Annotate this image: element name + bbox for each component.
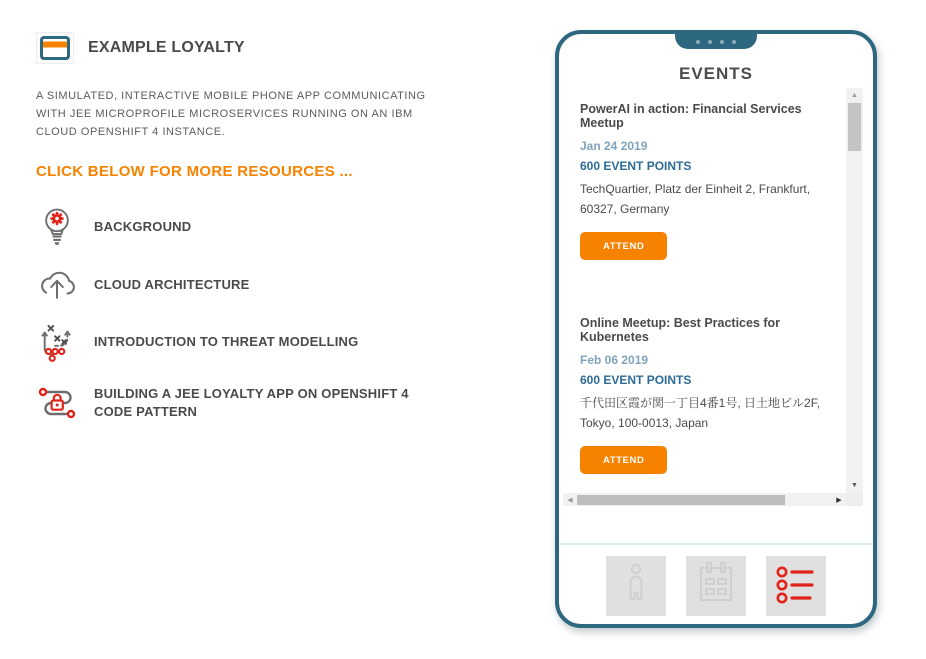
tab-calendar[interactable] [686, 556, 746, 616]
resource-label: CLOUD ARCHITECTURE [94, 277, 250, 292]
event-address: TechQuartier, Platz der Einheit 2, Frankfurt, 60327, Germany [580, 182, 811, 216]
event-card [580, 316, 831, 474]
vertical-scrollbar[interactable] [846, 88, 863, 493]
resources-cta: CLICK BELOW FOR MORE RESOURCES ... [36, 163, 353, 180]
attend-button[interactable]: ATTEND [580, 446, 667, 474]
code-pattern-lock-icon [36, 384, 78, 422]
event-date: Feb 06 2019 [580, 353, 649, 367]
resource-link-code-pattern[interactable] [36, 384, 456, 422]
resource-link-background[interactable] [36, 206, 456, 248]
screen-title: EVENTS [678, 64, 754, 83]
events-list [563, 88, 846, 493]
events-list-icon [766, 555, 826, 618]
resource-label: BUILDING A JEE LOYALTY APP ON OPENSHIFT 4 CODE PATTERN [94, 386, 409, 419]
resource-link-cloud-architecture[interactable] [36, 270, 456, 300]
tab-profile[interactable] [606, 556, 666, 616]
horizontal-scroll-thumb[interactable] [577, 495, 785, 505]
event-points: 600 EVENT POINTS [580, 373, 692, 387]
app-description: A SIMULATED, INTERACTIVE MOBILE PHONE APP COMMUNICATING WITH JEE MICROPROFILE MICROSERVICES RUNNING ON AN IBM CLOUD OPENSHIFT 4 INSTANCE. [36, 90, 426, 138]
loyalty-card-icon [36, 32, 74, 64]
event-date: Jan 24 2019 [580, 139, 648, 153]
notch-dot [708, 40, 712, 44]
resource-label: BACKGROUND [94, 219, 192, 234]
calendar-icon [686, 555, 746, 618]
notch-dot [720, 40, 724, 44]
left-panel [36, 32, 456, 444]
event-address: 千代田区霞が関一丁目4番1号, 日土地ビル2F, Tokyo, 100-0013, Japan [580, 396, 821, 430]
header [36, 32, 456, 64]
vertical-scroll-thumb[interactable] [848, 103, 861, 151]
scroll-up-arrow-icon[interactable]: ▲ [851, 92, 858, 99]
scroll-down-arrow-icon[interactable]: ▼ [851, 482, 858, 489]
cloud-upload-icon [36, 270, 78, 300]
profile-icon [606, 555, 666, 618]
phone-notch [675, 34, 757, 49]
scrollbar-corner [846, 493, 863, 506]
resource-list [36, 206, 456, 422]
notch-dot [696, 40, 700, 44]
page-title: EXAMPLE LOYALTY [88, 39, 245, 56]
resource-label: INTRODUCTION TO THREAT MODELLING [94, 334, 359, 349]
resource-link-threat-modelling[interactable] [36, 322, 456, 362]
tabbar-divider [559, 543, 873, 545]
lightbulb-gear-icon [36, 206, 78, 248]
notch-dot [732, 40, 736, 44]
strategy-playbook-icon [36, 322, 78, 362]
event-title: PowerAI in action: Financial Services Meetup [580, 102, 802, 130]
phone-mockup [555, 30, 877, 628]
scroll-left-arrow-icon[interactable]: ◀ [567, 496, 573, 504]
tab-bar [559, 556, 873, 616]
attend-button[interactable]: ATTEND [580, 232, 667, 260]
tab-events-list[interactable] [766, 556, 826, 616]
events-scroll-area [563, 88, 863, 506]
event-title: Online Meetup: Best Practices for Kubernetes [580, 316, 781, 344]
event-points: 600 EVENT POINTS [580, 159, 692, 173]
event-card [580, 102, 831, 260]
scroll-right-arrow-icon[interactable]: ▶ [836, 496, 842, 504]
horizontal-scrollbar[interactable] [563, 493, 846, 506]
